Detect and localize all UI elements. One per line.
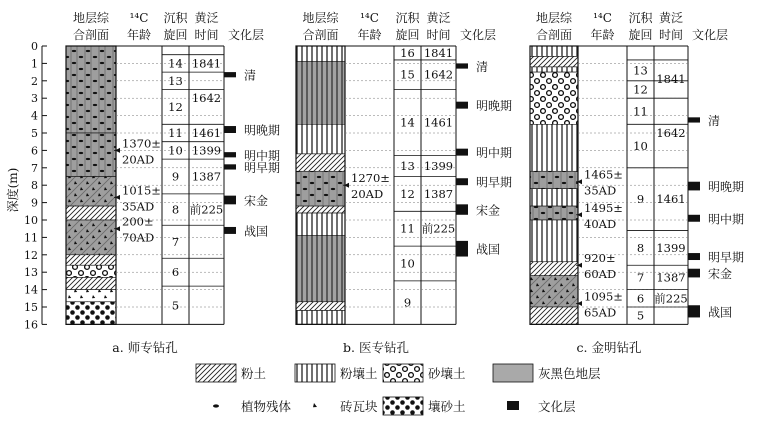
c14-value: 920±: [584, 251, 616, 266]
stratum-grey-plant: [66, 133, 116, 177]
legend-item-silt: [196, 364, 266, 382]
culture-layer-marker: [224, 196, 236, 205]
culture-layer-marker: [456, 63, 468, 68]
legend-item-sandy: [383, 364, 466, 382]
culture-layer-marker: [688, 269, 700, 278]
stratum-silty-clay: [530, 189, 578, 206]
panel-a: [66, 46, 280, 355]
culture-layer-label: 宋金: [708, 267, 733, 282]
stratum-silty-clay: [530, 220, 578, 262]
culture-layer-marker: [224, 164, 236, 169]
flood-time-label: 1399: [423, 159, 454, 174]
header-cycle-l1: 沉积: [628, 11, 653, 25]
cycle-label: 9: [171, 169, 180, 184]
flood-time-label: 前225: [421, 221, 456, 236]
legend-swatch-culture: [507, 401, 519, 410]
culture-layer-label: 战国: [476, 242, 501, 257]
legend-swatch-sandy-silt: [383, 397, 423, 415]
depth-tick-label: 15: [24, 301, 38, 314]
c14-value: 1370±: [122, 136, 161, 151]
depth-tick-label: 2: [31, 74, 38, 88]
culture-layer-label: 明早期: [708, 250, 745, 265]
stratum-silty-clay: [530, 67, 578, 72]
cycle-label: 9: [636, 192, 645, 207]
stratum-grey-plant: [66, 46, 116, 133]
cycle-label: 8: [636, 240, 645, 255]
culture-layer-marker: [224, 126, 236, 133]
stratum-sandy: [530, 72, 578, 124]
header-cycle-l2: 旋回: [628, 28, 653, 42]
header-flood-l1: 黄泛: [194, 11, 219, 25]
header-cycle-l2: 旋回: [163, 28, 188, 42]
stratum-grey-brick: [530, 276, 578, 307]
legend-item-silty-clay: [295, 364, 378, 382]
header-profile-l1: 地层综: [302, 11, 339, 25]
legend-swatch-silt: [196, 364, 236, 382]
legend-item-grey: [493, 364, 601, 382]
culture-layer-label: 明早期: [244, 160, 281, 175]
legend-item-plant: [196, 397, 292, 415]
stratum-grey-plant: [530, 206, 578, 220]
flood-time-label: 1642: [191, 91, 222, 106]
panel-caption: b. 医专钻孔: [343, 340, 409, 355]
culture-layer-label: 战国: [708, 305, 733, 320]
cycle-label: 6: [171, 265, 180, 280]
header-cycle-l2: 旋回: [395, 28, 420, 42]
column-headers: [73, 10, 728, 42]
culture-layer-marker: [688, 215, 700, 222]
depth-axis: [24, 40, 47, 331]
header-flood-l2: 时间: [658, 28, 684, 42]
stratum-silty-clay: [296, 46, 345, 62]
legend-item-brick: [295, 397, 378, 415]
stratum-silt: [66, 206, 116, 220]
cycle-label: 11: [400, 221, 415, 236]
header-c14-l1: ¹⁴C: [129, 11, 149, 25]
cycle-label: 10: [168, 143, 183, 158]
legend-swatch-grey: [493, 364, 533, 382]
depth-axis-label: 深度(m): [6, 167, 20, 213]
stratum-brick: [66, 290, 116, 302]
header-flood-l1: 黄泛: [658, 11, 684, 25]
c14-era: 35AD: [584, 183, 617, 198]
legend-label: 灰黑色地层: [538, 366, 601, 381]
header-c14-l2: 年龄: [357, 28, 382, 42]
depth-tick-label: 5: [31, 127, 38, 140]
header-flood-l2: 时间: [194, 28, 219, 42]
stratum-silt: [530, 262, 578, 276]
flood-time-label: 1399: [656, 240, 686, 255]
culture-layer-marker: [688, 117, 700, 122]
legend-plant-icon: [213, 404, 219, 407]
depth-tick-label: 3: [31, 92, 38, 106]
header-c14-l1: ¹⁴C: [593, 11, 612, 25]
stratum-grey-plant: [296, 171, 345, 206]
stratum-silt: [530, 307, 578, 324]
culture-layer-label: 明早期: [476, 175, 513, 190]
depth-tick-label: 11: [24, 231, 38, 245]
culture-layer-marker: [456, 149, 468, 156]
depth-tick-label: 4: [31, 109, 38, 123]
header-profile-l2: 合剖面: [535, 28, 573, 42]
stratum-grey-silty: [296, 236, 345, 302]
flood-time-label: 1841: [656, 72, 686, 87]
flood-time-label: 1399: [191, 143, 222, 158]
stratum-silt: [296, 206, 345, 213]
stratum-silty-clay: [530, 124, 578, 171]
stratum-grey-silty: [296, 62, 345, 125]
flood-time-label: 1387: [423, 186, 454, 201]
cycle-label: 10: [400, 256, 415, 271]
cycle-label: 13: [168, 73, 183, 88]
culture-layer-marker: [456, 102, 468, 109]
flood-time-label: 1841: [423, 45, 454, 60]
legend-label: 文化层: [538, 399, 576, 414]
header-culture: 文化层: [228, 28, 265, 42]
header-cycle-l1: 沉积: [395, 11, 420, 25]
header-c14-l2: 年龄: [590, 28, 615, 42]
c14-era: 60AD: [584, 267, 617, 282]
depth-tick-label: 9: [31, 196, 38, 210]
cycle-label: 8: [171, 202, 180, 217]
flood-time-label: 1841: [191, 56, 222, 71]
culture-layer-marker: [224, 227, 236, 234]
header-profile-l1: 地层综: [72, 11, 110, 25]
cycle-label: 12: [168, 99, 183, 114]
flood-time-label: 1387: [656, 270, 686, 285]
culture-layer-label: 明中期: [708, 212, 745, 227]
header-flood-l1: 黄泛: [426, 11, 451, 25]
depth-tick-label: 13: [24, 266, 38, 280]
culture-layer-marker: [456, 178, 468, 185]
depth-tick-label: 0: [31, 40, 38, 53]
stratum-grey-brick: [66, 220, 116, 255]
cycle-label: 15: [400, 67, 415, 82]
culture-layer-marker: [688, 182, 700, 191]
culture-layer-label: 明晚期: [244, 123, 281, 138]
header-flood-l2: 时间: [426, 28, 451, 42]
cycle-label: 7: [636, 270, 645, 285]
header-cycle-l1: 沉积: [163, 11, 188, 25]
cycle-label: 9: [403, 295, 412, 310]
culture-layer-label: 清: [244, 68, 257, 83]
culture-layer-label: 战国: [244, 224, 269, 239]
stratum-grey-plant: [530, 171, 578, 188]
panel-caption: a. 师专钻孔: [112, 340, 178, 355]
stratum-sandy: [66, 265, 116, 277]
cycle-label: 13: [400, 159, 415, 174]
legend-label: 壤砂土: [428, 399, 466, 414]
c14-value: 1495±: [584, 200, 623, 215]
stratum-silt: [296, 302, 345, 311]
stratum-silt: [66, 255, 116, 265]
depth-tick-label: 7: [31, 161, 38, 175]
stratum-silt: [66, 277, 116, 289]
stratum-silty-clay: [296, 310, 345, 324]
culture-layer-marker: [456, 204, 468, 214]
legend-label: 砖瓦块: [340, 399, 378, 414]
culture-layer-marker: [224, 72, 236, 77]
depth-tick-label: 6: [31, 144, 38, 158]
cycle-label: 11: [168, 126, 183, 140]
header-c14-l1: ¹⁴C: [360, 11, 379, 25]
cycle-label: 5: [171, 298, 180, 313]
culture-layer-label: 明中期: [476, 146, 513, 161]
header-profile-l1: 地层综: [535, 11, 573, 25]
c14-era: 65AD: [584, 305, 617, 320]
culture-layer-label: 明中期: [244, 148, 281, 163]
cycle-label: 16: [400, 45, 415, 60]
cycle-label: 14: [400, 115, 415, 130]
stratum-silt: [530, 56, 578, 66]
legend-label: 粉壤土: [340, 366, 378, 381]
depth-tick-label: 8: [31, 179, 38, 193]
culture-layer-label: 宋金: [476, 203, 501, 218]
cycle-label: 10: [633, 139, 648, 154]
c14-era: 35AD: [122, 199, 155, 214]
culture-layer-marker: [688, 305, 700, 317]
c14-value: 1465±: [584, 167, 623, 182]
flood-time-label: 1461: [423, 115, 454, 130]
c14-value: 1270±: [351, 171, 390, 186]
culture-layer-marker: [456, 241, 468, 257]
legend-label: 粉土: [241, 366, 267, 381]
stratum-silty-clay: [296, 213, 345, 236]
borehole-panels: [66, 46, 744, 355]
flood-time-label: 1461: [656, 192, 686, 207]
legend-item-sandy-silt: [383, 397, 466, 415]
depth-tick-label: 16: [24, 318, 38, 332]
flood-time-label: 前225: [654, 291, 688, 306]
flood-time-label: 1642: [423, 67, 454, 82]
panel-c: [530, 46, 744, 355]
legend-item-culture: [507, 399, 576, 414]
flood-time-label: 1461: [191, 126, 222, 140]
stratum-silty-clay: [530, 46, 578, 56]
panel-b: [296, 46, 512, 355]
legend-swatch-silty-clay: [295, 364, 335, 382]
cycle-label: 7: [171, 234, 180, 249]
cycle-label: 14: [168, 56, 183, 71]
flood-time-label: 1387: [191, 169, 222, 184]
culture-layer-label: 明晚期: [476, 99, 513, 114]
cycle-label: 6: [636, 291, 645, 306]
legend: [196, 364, 601, 415]
c14-era: 40AD: [584, 216, 617, 231]
cycle-label: 12: [633, 82, 648, 97]
panel-caption: c. 金明钻孔: [576, 340, 642, 355]
culture-layer-label: 明晚期: [708, 180, 745, 195]
stratum-silt: [296, 154, 345, 171]
legend-label: 植物残体: [241, 399, 292, 414]
depth-tick-label: 10: [24, 214, 38, 227]
c14-era: 70AD: [122, 230, 155, 245]
stratum-grey-brick: [66, 177, 116, 207]
depth-tick-label: 1: [31, 57, 38, 71]
flood-time-label: 1642: [656, 126, 686, 140]
legend-label: 砂壤土: [428, 366, 466, 381]
c14-value: 200±: [122, 214, 154, 229]
c14-value: 1095±: [584, 289, 623, 304]
header-c14-l2: 年龄: [126, 28, 152, 42]
legend-swatch-sandy: [383, 364, 423, 382]
stratum-sandy-silt: [66, 302, 116, 325]
culture-layer-label: 清: [476, 60, 489, 75]
cycle-label: 13: [633, 63, 648, 78]
c14-value: 1015±: [122, 183, 161, 198]
depth-tick-label: 14: [24, 283, 38, 297]
header-profile-l2: 合剖面: [302, 28, 339, 42]
header-culture: 文化层: [460, 28, 497, 42]
stratum-silty-clay: [296, 124, 345, 154]
culture-layer-marker: [688, 253, 700, 260]
cycle-label: 11: [633, 104, 648, 119]
cycle-label: 12: [400, 186, 415, 201]
depth-tick-label: 12: [24, 248, 38, 262]
culture-layer-label: 宋金: [244, 193, 269, 208]
culture-layer-marker: [224, 152, 236, 157]
c14-era: 20AD: [122, 152, 155, 167]
cycle-label: 5: [636, 308, 645, 323]
culture-layer-label: 清: [708, 113, 721, 128]
flood-time-label: 前225: [189, 202, 224, 217]
header-culture: 文化层: [692, 28, 729, 42]
c14-era: 20AD: [351, 187, 384, 202]
header-profile-l2: 合剖面: [72, 28, 110, 42]
